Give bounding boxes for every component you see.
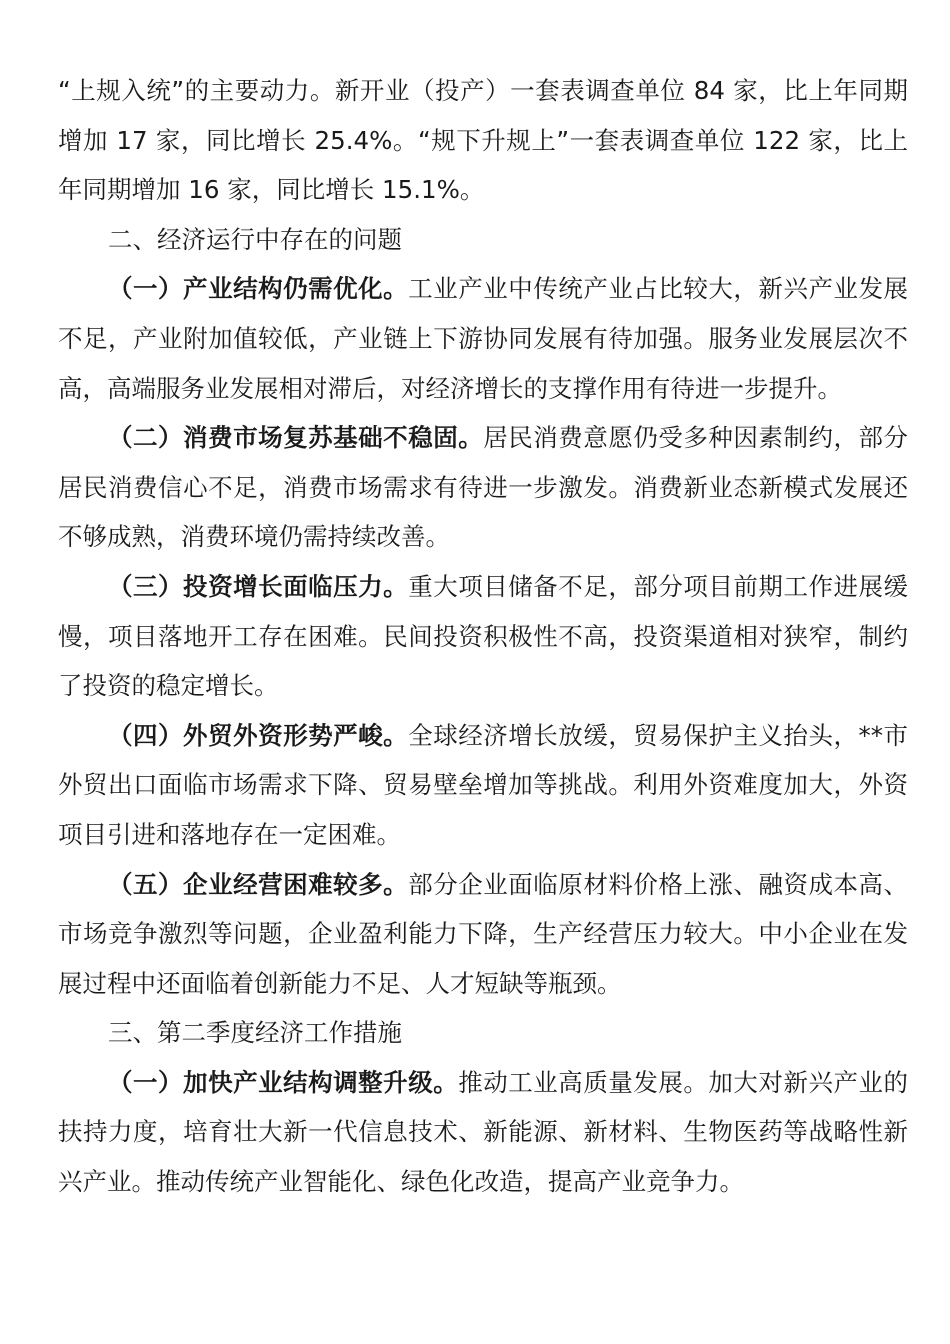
item-lead: （五）企业经营困难较多。 [108,869,409,899]
item-lead: （一）产业结构仍需优化。 [108,274,409,304]
paragraph-industry-structure [58,264,908,413]
paragraph-consumer-market [58,413,908,562]
paragraph-text: 工业产业中传统产业占比较大，新兴产业发展不足，产业附加值较低，产业链上下游协同发展有待加强。服务业发展层次不高，高端服务业发展相对滞后，对经济增长的支撑作用有待进一步提升。 [58,274,909,403]
section-heading-measures [58,1008,908,1058]
paragraph-industry-upgrade [58,1058,908,1207]
paragraph-investment [58,562,908,711]
section-heading-problems [58,215,908,265]
paragraph-text: “上规入统”的主要动力。新开业（投产）一套表调查单位 84 家，比上年同期增加 17 家，同比增长 25.4%。“规下升规上”一套表调查单位 122 家，比上年同期增加 16 家，同比增长 15.1%。 [58,76,908,205]
item-lead: （三）投资增长面临压力。 [108,571,409,601]
item-lead: （二）消费市场复苏基础不稳固。 [108,423,484,453]
heading-text: 三、第二季度经济工作措施 [108,1018,402,1048]
paragraph-text: 居民消费意愿仍受多种因素制约，部分居民消费信心不足，消费市场需求有待进一步激发。消费新业态新模式发展还不够成熟，消费环境仍需持续改善。 [58,423,909,552]
heading-text: 二、经济运行中存在的问题 [108,224,402,254]
paragraph-text: 推动工业高质量发展。加大对新兴产业的扶持力度，培育壮大新一代信息技术、新能源、新材料、生物医药等战略性新兴产业。推动传统产业智能化、绿色化改造，提高产业竞争力。 [58,1067,909,1197]
paragraph-foreign-trade [58,711,908,860]
paragraph-enterprise-difficulties [58,860,908,1009]
paragraph-text: 部分企业面临原材料价格上涨、融资成本高、市场竞争激烈等问题，企业盈利能力下降，生产经营压力较大。中小企业在发展过程中还面临着创新能力不足、人才短缺等瓶颈。 [58,869,909,998]
paragraph-text: 重大项目储备不足，部分项目前期工作进展缓慢，项目落地开工存在困难。民间投资积极性不高，投资渠道相对狭窄，制约了投资的稳定增长。 [58,571,909,701]
item-lead: （四）外贸外资形势严峻。 [108,720,409,750]
item-lead: （一）加快产业结构调整升级。 [108,1067,459,1097]
paragraph-text: 全球经济增长放缓，贸易保护主义抬头，**市外贸出口面临市场需求下降、贸易壁垒增加等挑战。利用外资难度加大，外资项目引进和落地存在一定困难。 [58,720,909,849]
paragraph-continuation [58,66,908,215]
